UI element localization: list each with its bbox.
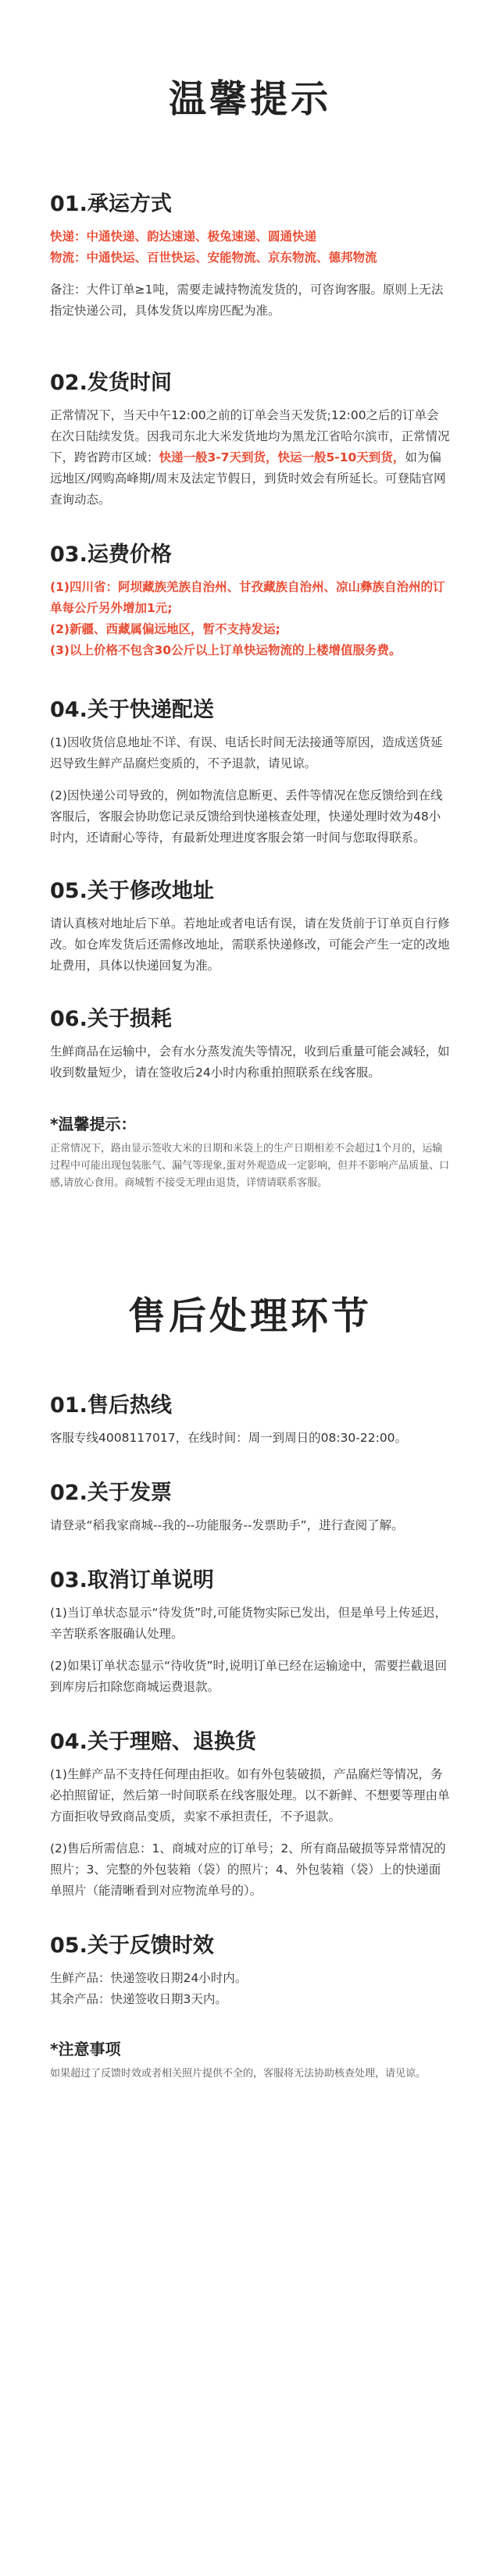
ship-time-highlight: 快递一般3-7天到货，快运一般5-10天到货，: [159, 450, 405, 464]
feedback-other: 其余产品：快递签收日期3天内。: [50, 1992, 227, 2006]
section-heading-delivery: 04.关于快递配送: [50, 698, 214, 722]
section-heading-change-address: 05.关于修改地址: [50, 879, 214, 903]
fee-rule-2: (2)新疆、西藏属偏远地区，暂不支持发运;: [50, 622, 280, 636]
express-carriers: 快递：中通快递、韵达速递、极兔速递、圆通快递: [50, 229, 317, 244]
shipping-note: 备注：大件订单≥1吨，需要走诚持物流发货的，可咨询客服。原则上无法指定快递公司，具体发货以库房匹配为准。: [50, 283, 444, 318]
hotline-paragraph: 客服专线4008117017，在线时间：周一到周日的08:30-22:00。: [50, 1431, 408, 1445]
section-heading-loss: 06.关于损耗: [50, 1007, 172, 1031]
cancel-paragraph-2: (2)如果订单状态显示“待收货”时,说明订单已经在运输途中，需要拦截退回到库房后扣除您商城运费退款。: [50, 1659, 447, 1694]
logistics-carriers: 物流：中通快运、百世快运、安能物流、京东物流、德邦物流: [50, 251, 377, 265]
caution-title: *注意事项: [50, 2040, 121, 2058]
invoice-paragraph: 请登录“稻我家商城--我的--功能服务--发票助手”，进行查阅了解。: [50, 1518, 404, 1532]
feedback-fresh: 生鲜产品：快递签收日期24小时内。: [50, 1971, 248, 1985]
section-heading-ship-time: 02.发货时间: [50, 371, 172, 395]
section-heading-hotline: 01.售后热线: [50, 1393, 172, 1418]
section-heading-feedback-time: 05.关于反馈时效: [50, 1934, 214, 1958]
section-heading-cancel-order: 03.取消订单说明: [50, 1568, 214, 1592]
cancel-paragraph-1: (1)当订单状态显示“待发货”时,可能货物实际已发出，但是单号上传延迟，辛苦联系客服确认处理。: [50, 1606, 447, 1641]
ship-time-paragraph: [50, 405, 450, 511]
caution-text: 如果超过了反馈时效或者相关照片提供不全的，客服将无法协助核查处理，请见谅。: [50, 2068, 427, 2080]
section-heading-shipping-method: 01.承运方式: [50, 192, 172, 216]
claims-paragraph-2: (2)售后所需信息：1、商城对应的订单号；2、所有商品破损等异常情况的照片；3、完整的外包装箱（袋）的照片；4、外包装箱（袋）上的快递面单照片（能清晰看到对应物流单号的）。: [50, 1841, 446, 1898]
section-heading-shipping-fee: 03.运费价格: [50, 543, 172, 567]
warm-tip-text: 正常情况下，路由显示签收大米的日期和米袋上的生产日期相差不会超过1个月的，运输过程中可能出现包装胀气、漏气等现象,蛋对外观造成一定影响，但并不影响产品质量、口感,请放心食用。商城暂不接受无理由退货，详情请联系客服。: [50, 1143, 450, 1189]
delivery-paragraph-1: (1)因收货信息地址不详、有误、电话长时间无法接通等原因，造成送货延迟导致生鲜产品腐烂变质的，不予退款，请见谅。: [50, 735, 443, 770]
ship-time-tail: 如为偏远地区/网购高峰期/周末及法定节假日，到货时效会有所延长。可登陆官网查询动态。: [50, 450, 446, 507]
fee-rule-1: (1)四川省：阿坝藏族羌族自治州、甘孜藏族自治州、凉山彝族自治州的订单每公斤另外增加1元;: [50, 580, 445, 615]
fee-rule-3: (3)以上价格不包含30公斤以上订单快运物流的上楼增值服务费。: [50, 643, 402, 657]
aftersale-title: 售后处理环节: [127, 1294, 372, 1338]
section-heading-invoice: 02.关于发票: [50, 1481, 172, 1505]
claims-paragraph-1: (1)生鲜产品不支持任何理由拒收。如有外包装破损，产品腐烂等情况，务必拍照留证，然后第一时间联系在线客服处理。以不新鲜、不想要等理由单方面拒收导致商品变质，卖家不承担责任，不予退款。: [50, 1767, 450, 1823]
tips-title: 温馨提示: [168, 77, 331, 121]
change-address-paragraph: 请认真核对地址后下单。若地址或者电话有误，请在发货前于订单页自行修改。如仓库发货后还需修改地址，需联系快递修改，可能会产生一定的改地址费用，具体以快递回复为准。: [50, 916, 450, 973]
delivery-paragraph-2: (2)因快递公司导致的，例如物流信息断更、丢件等情况在您反馈给到在线客服后，客服会协助您记录反馈给到快递核查处理，快递处理时效为48小时内，还请耐心等待，有最新处理进度客服会第一时间与您取得联系。: [50, 788, 443, 845]
ship-time-text: 正常情况下，当天中午12:00之前的订单会当天发货;12:00之后的订单会在次日陆续发货。因我司东北大米发货地均为黑龙江省哈尔滨市，正常情况下，跨省跨市区域：: [50, 408, 450, 464]
section-heading-claims: 04.关于理赔、退换货: [50, 1730, 256, 1754]
loss-paragraph: 生鲜商品在运输中，会有水分蒸发流失等情况，收到后重量可能会减轻，如收到数量短少，请在签收后24小时内称重拍照联系在线客服。: [50, 1044, 450, 1080]
warm-tip-title: *温馨提示：: [50, 1115, 137, 1133]
